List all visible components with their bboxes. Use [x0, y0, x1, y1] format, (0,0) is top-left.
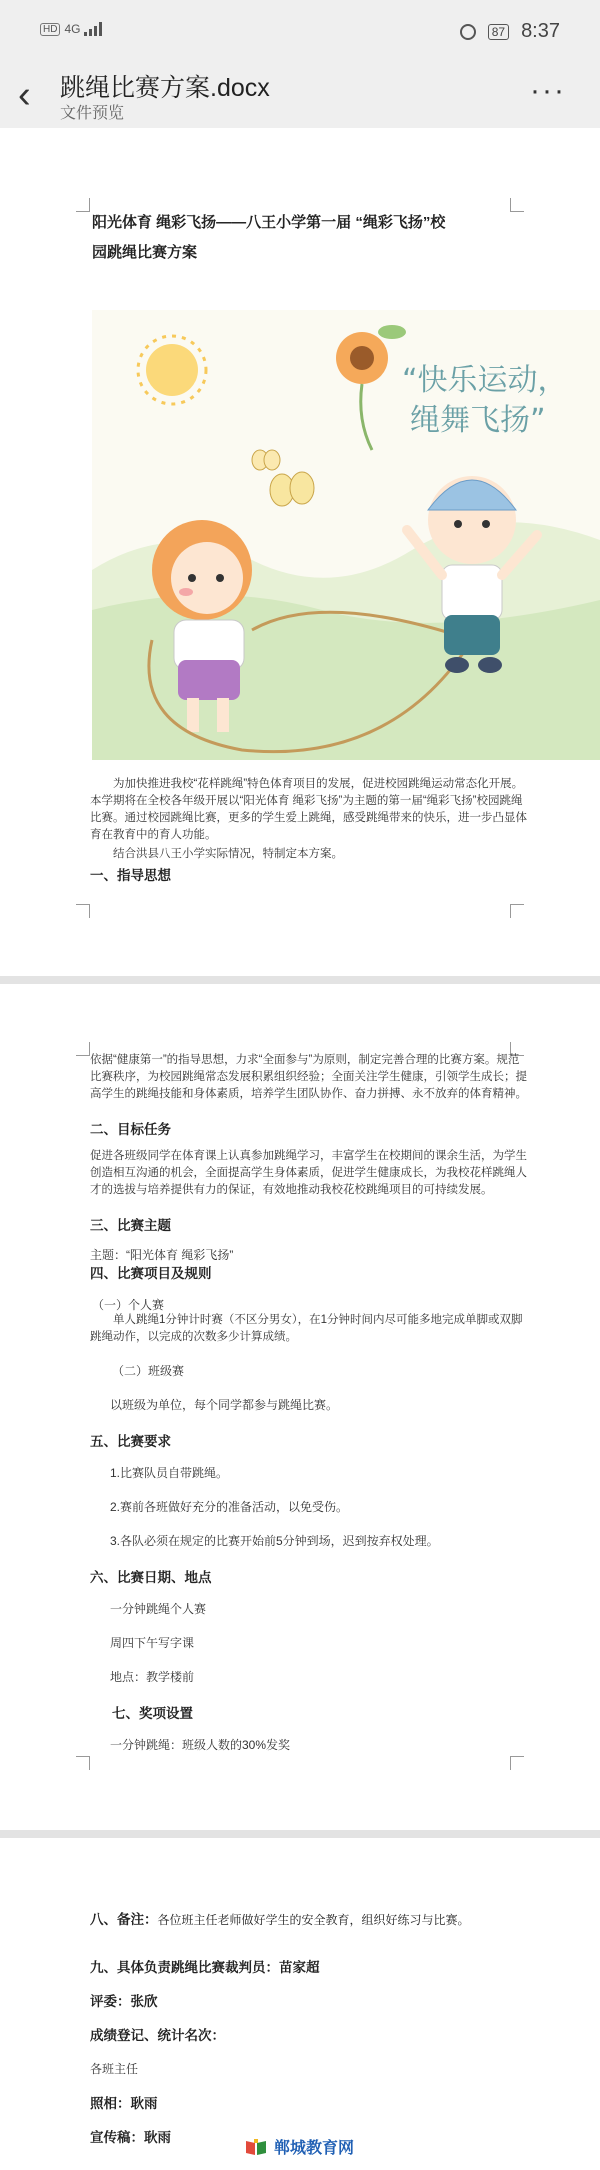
- subsection-individual: （一）个人赛: [92, 1298, 165, 1312]
- section-heading-1: 一、指导思想: [90, 868, 171, 883]
- status-right: [460, 20, 560, 43]
- judges-line: 评委：张欣: [90, 1994, 158, 2009]
- book-icon: [244, 2137, 268, 2157]
- slogan-line-1: “快乐运动，: [402, 363, 568, 398]
- requirement-2: 2.赛前各班做好充分的准备活动，以免受伤。: [110, 1500, 349, 1514]
- date-time: 周四下午写字课: [110, 1636, 195, 1650]
- section-1-body: 依据“健康第一”的指导思想，力求“全面参与”为原则，制定完善合理的比赛方案。规范比赛秩序，为校园跳绳常态发展积累组织经验；全面关注学生健康，引领学生成长；提高学生的跳绳技能和身体素质，培养学生团队协作、奋力拼搏、永不放弃的体育精神。: [90, 1054, 527, 1100]
- photo-line: 照相：耿雨: [90, 2096, 158, 2111]
- class-rules: 以班级为单位，每个同学都参与跳绳比赛。: [110, 1398, 339, 1412]
- battery-indicator: 87: [488, 24, 509, 40]
- page-corner-mark: [510, 904, 524, 918]
- more-menu-icon[interactable]: ···: [530, 74, 566, 107]
- requirement-3: 3.各队必须在规定的比赛开始前5分钟到场，迟到按弃权处理。: [110, 1534, 439, 1548]
- award-rule: 一分钟跳绳：班级人数的30%发奖: [110, 1738, 291, 1752]
- app-header: [0, 64, 600, 128]
- slogan-line-2: 绳舞飞扬”: [410, 403, 546, 438]
- butterfly-icon: [252, 450, 280, 470]
- page-corner-mark: [76, 198, 90, 212]
- file-title: 跳绳比赛方案.docx: [60, 74, 270, 102]
- status-bar: [0, 0, 600, 64]
- clock: 8:37: [521, 20, 560, 42]
- watermark-logo: [244, 2135, 354, 2158]
- requirement-1: 1.比赛队员自带跳绳。: [110, 1466, 229, 1480]
- section-heading-9: 九、具体负责跳绳比赛裁判员：苗家超: [90, 1960, 320, 1975]
- section-heading-7: 七、奖项设置: [112, 1706, 193, 1721]
- signal-icon: [84, 22, 102, 36]
- document-title-line-1: 阳光体育 绳彩飞扬——八王小学第一届 “绳彩飞扬”校: [92, 214, 446, 231]
- page-corner-mark: [76, 1756, 90, 1770]
- page-separator: [0, 976, 600, 984]
- section-2-body: 促进各班级同学在体育课上认真参加跳绳学习，丰富学生在校期间的课余生活，为学生创造相互沟通的机会，全面提高学生身体素质，促进学生健康成长，为我校花样跳绳人才的选拔与培养提供有力的保证，有效地推动我校花校跳绳项目的可持续发展。: [90, 1150, 527, 1196]
- watermark-text: 郸城教育网: [274, 2140, 355, 2157]
- subsection-class: （二）班级赛: [112, 1364, 185, 1378]
- page-corner-mark: [76, 904, 90, 918]
- intro-paragraph-2: 结合洪县八王小学实际情况，特制定本方案。: [113, 848, 343, 860]
- file-subtitle: 文件预览: [60, 105, 125, 122]
- publicity-line: 宣传稿：耿雨: [90, 2130, 171, 2145]
- intro-paragraph: 为加快推进我校“花样跳绳”特色体育项目的发展，促进校园跳绳运动常态化开展。本学期将在全校各年级开展以“阳光体育 绳彩飞扬”为主题的第一届“绳彩飞扬”校园跳绳比赛。通过校园跳绳比赛，更多的学生爱上跳绳，感受跳绳带来的快乐，进一步凸显体育在教育中的育人功能。: [90, 778, 527, 841]
- network-label: 4G: [64, 22, 81, 36]
- alarm-icon: [460, 24, 476, 40]
- individual-rules: 单人跳绳1分钟计时赛（不区分男女），在1分钟时间内尽可能多地完成单脚或双脚跳绳动作，以完成的次数多少计算成绩。: [90, 1314, 523, 1343]
- page-corner-mark: [510, 1756, 524, 1770]
- hd-icon: HD: [40, 23, 60, 36]
- section-heading-8: [90, 1908, 470, 1928]
- section-heading-3: 三、比赛主题: [90, 1218, 171, 1233]
- remarks-text: 各位班主任老师做好学生的安全教育，组织好练习与比赛。: [157, 1913, 470, 1927]
- document-title-line-2: 园跳绳比赛方案: [92, 244, 198, 261]
- scoring-line: 成绩登记、统计名次：: [90, 2028, 225, 2043]
- section-3-body: 主题：“阳光体育 绳彩飞扬”: [90, 1248, 234, 1262]
- page-corner-mark: [76, 1042, 90, 1056]
- remarks-label: 八、备注：: [90, 1912, 158, 1927]
- teachers-line: 各班主任: [90, 2062, 139, 2076]
- date-location: 地点：教学楼前: [110, 1670, 195, 1684]
- jump-rope-illustration: [92, 310, 600, 760]
- section-heading-4: 四、比赛项目及规则: [90, 1266, 212, 1281]
- date-event: 一分钟跳绳个人赛: [110, 1602, 207, 1616]
- section-heading-2: 二、目标任务: [90, 1122, 171, 1137]
- back-icon[interactable]: ‹: [18, 74, 31, 116]
- section-heading-5: 五、比赛要求: [90, 1434, 171, 1449]
- page-separator: [0, 1830, 600, 1838]
- section-heading-6: 六、比赛日期、地点: [90, 1570, 212, 1585]
- status-left: [40, 22, 102, 36]
